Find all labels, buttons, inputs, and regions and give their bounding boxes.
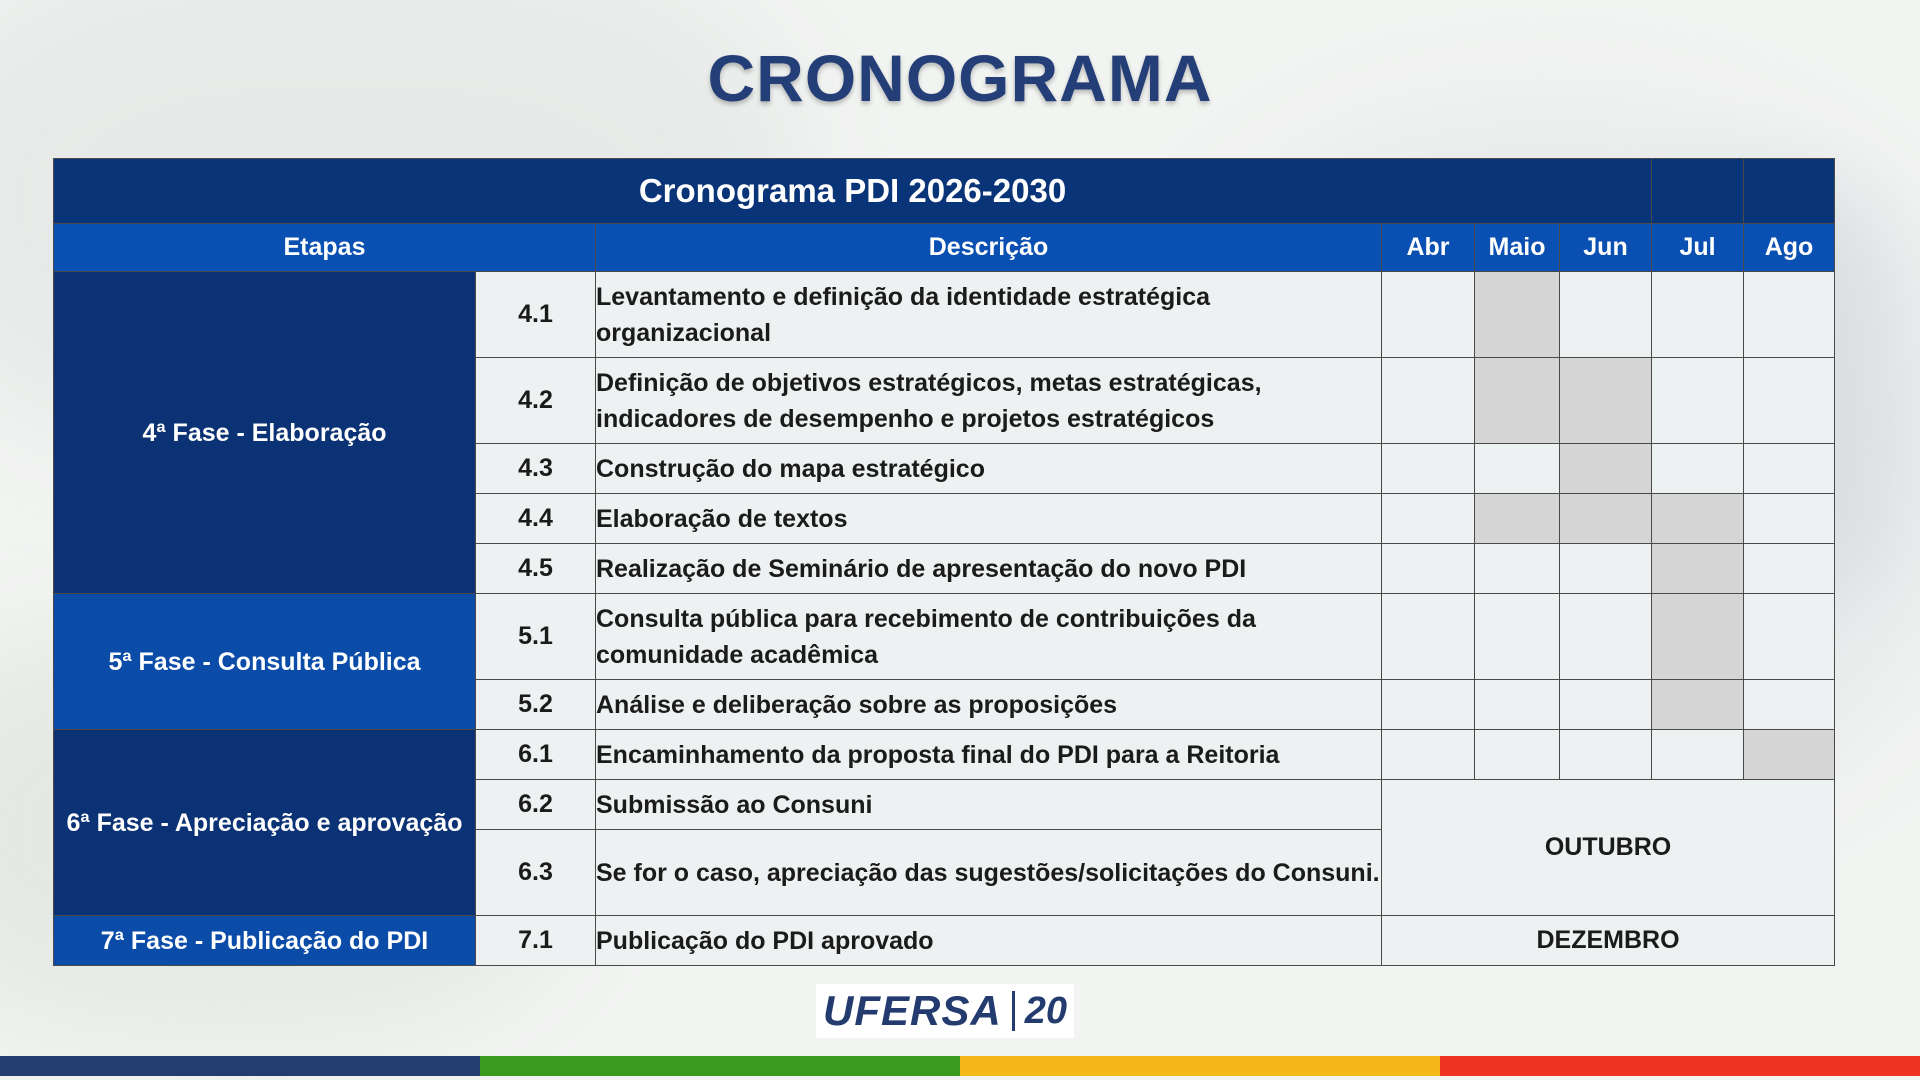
phase-cell: 6ª Fase - Apreciação e aprovação: [54, 730, 476, 916]
schedule-cell: [1382, 444, 1475, 494]
schedule-cell: [1560, 272, 1652, 358]
phase-cell: 4ª Fase - Elaboração: [54, 272, 476, 594]
schedule-cell-active: [1744, 730, 1835, 780]
table-row: [54, 594, 1835, 680]
table-caption: Cronograma PDI 2026-2030: [54, 159, 1652, 224]
month-label-cell: OUTUBRO: [1382, 780, 1835, 916]
color-bar-segment: [0, 1056, 480, 1076]
step-description: Consulta pública para recebimento de contribuições da comunidade acadêmica: [596, 594, 1382, 680]
schedule-cell: [1475, 544, 1560, 594]
schedule-cell-active: [1560, 444, 1652, 494]
header-month: Jul: [1652, 224, 1744, 272]
header-descricao: Descrição: [596, 224, 1382, 272]
schedule-cell: [1382, 544, 1475, 594]
ufersa-logo: [816, 984, 1074, 1038]
step-description: Se for o caso, apreciação das sugestões/solicitações do Consuni.: [596, 830, 1382, 916]
page-title: CRONOGRAMA: [707, 41, 1213, 115]
step-description: Publicação do PDI aprovado: [596, 916, 1382, 966]
schedule-cell: [1652, 358, 1744, 444]
step-number: 4.4: [476, 494, 596, 544]
step-number: 6.1: [476, 730, 596, 780]
step-description: Realização de Seminário de apresentação do novo PDI: [596, 544, 1382, 594]
color-bar-segment: [1440, 1056, 1920, 1076]
schedule-cell: [1560, 544, 1652, 594]
bottom-color-bar: [0, 1056, 1920, 1076]
logo-wordmark: UFERSA: [823, 987, 1002, 1034]
schedule-cell: [1382, 680, 1475, 730]
header-month: Ago: [1744, 224, 1835, 272]
step-description: Levantamento e definição da identidade estratégica organizacional: [596, 272, 1382, 358]
logo-anniversary: 20: [1024, 989, 1067, 1032]
schedule-table: [53, 158, 1835, 966]
month-label-cell: DEZEMBRO: [1382, 916, 1835, 966]
step-number: 4.5: [476, 544, 596, 594]
schedule-cell: [1382, 494, 1475, 544]
header-month: Maio: [1475, 224, 1560, 272]
schedule-cell-active: [1475, 272, 1560, 358]
schedule-cell: [1652, 730, 1744, 780]
schedule-cell: [1382, 272, 1475, 358]
caption-blank-cell: [1652, 159, 1744, 224]
schedule-cell-active: [1652, 680, 1744, 730]
schedule-cell-active: [1475, 494, 1560, 544]
phase-cell: 5ª Fase - Consulta Pública: [54, 594, 476, 730]
schedule-cell: [1475, 444, 1560, 494]
schedule-cell-active: [1652, 594, 1744, 680]
step-number: 4.2: [476, 358, 596, 444]
schedule-cell: [1652, 272, 1744, 358]
schedule-cell: [1744, 494, 1835, 544]
table-row: [54, 916, 1835, 966]
schedule-cell: [1560, 730, 1652, 780]
schedule-cell: [1744, 358, 1835, 444]
schedule-cell-active: [1560, 358, 1652, 444]
schedule-cell: [1744, 680, 1835, 730]
step-number: 4.3: [476, 444, 596, 494]
table-row: [54, 730, 1835, 780]
step-description: Construção do mapa estratégico: [596, 444, 1382, 494]
schedule-cell: [1652, 444, 1744, 494]
schedule-cell: [1744, 594, 1835, 680]
step-number: 5.2: [476, 680, 596, 730]
step-number: 6.3: [476, 830, 596, 916]
step-number: 6.2: [476, 780, 596, 830]
step-description: Análise e deliberação sobre as proposições: [596, 680, 1382, 730]
schedule-cell: [1475, 680, 1560, 730]
phase-cell: 7ª Fase - Publicação do PDI: [54, 916, 476, 966]
step-description: Submissão ao Consuni: [596, 780, 1382, 830]
schedule-cell-active: [1560, 494, 1652, 544]
step-number: 4.1: [476, 272, 596, 358]
schedule-cell: [1744, 444, 1835, 494]
table-row: [54, 272, 1835, 358]
color-bar-segment: [480, 1056, 960, 1076]
step-number: 7.1: [476, 916, 596, 966]
schedule-cell: [1475, 594, 1560, 680]
step-number: 5.1: [476, 594, 596, 680]
schedule-cell: [1475, 730, 1560, 780]
caption-blank-cell: [1744, 159, 1835, 224]
step-description: Encaminhamento da proposta final do PDI para a Reitoria: [596, 730, 1382, 780]
schedule-cell: [1744, 544, 1835, 594]
schedule-cell: [1382, 358, 1475, 444]
schedule-cell-active: [1652, 544, 1744, 594]
header-month: Abr: [1382, 224, 1475, 272]
schedule-cell: [1382, 730, 1475, 780]
header-etapas: Etapas: [54, 224, 596, 272]
schedule-cell: [1744, 272, 1835, 358]
schedule-cell-active: [1652, 494, 1744, 544]
step-description: Elaboração de textos: [596, 494, 1382, 544]
step-description: Definição de objetivos estratégicos, metas estratégicas, indicadores de desempenho e projetos estratégicos: [596, 358, 1382, 444]
logo-separator: [1012, 991, 1015, 1031]
schedule-cell: [1560, 594, 1652, 680]
schedule-cell: [1560, 680, 1652, 730]
schedule-cell-active: [1475, 358, 1560, 444]
schedule-body: [54, 272, 1835, 966]
header-month: Jun: [1560, 224, 1652, 272]
schedule-cell: [1382, 594, 1475, 680]
color-bar-segment: [960, 1056, 1440, 1076]
